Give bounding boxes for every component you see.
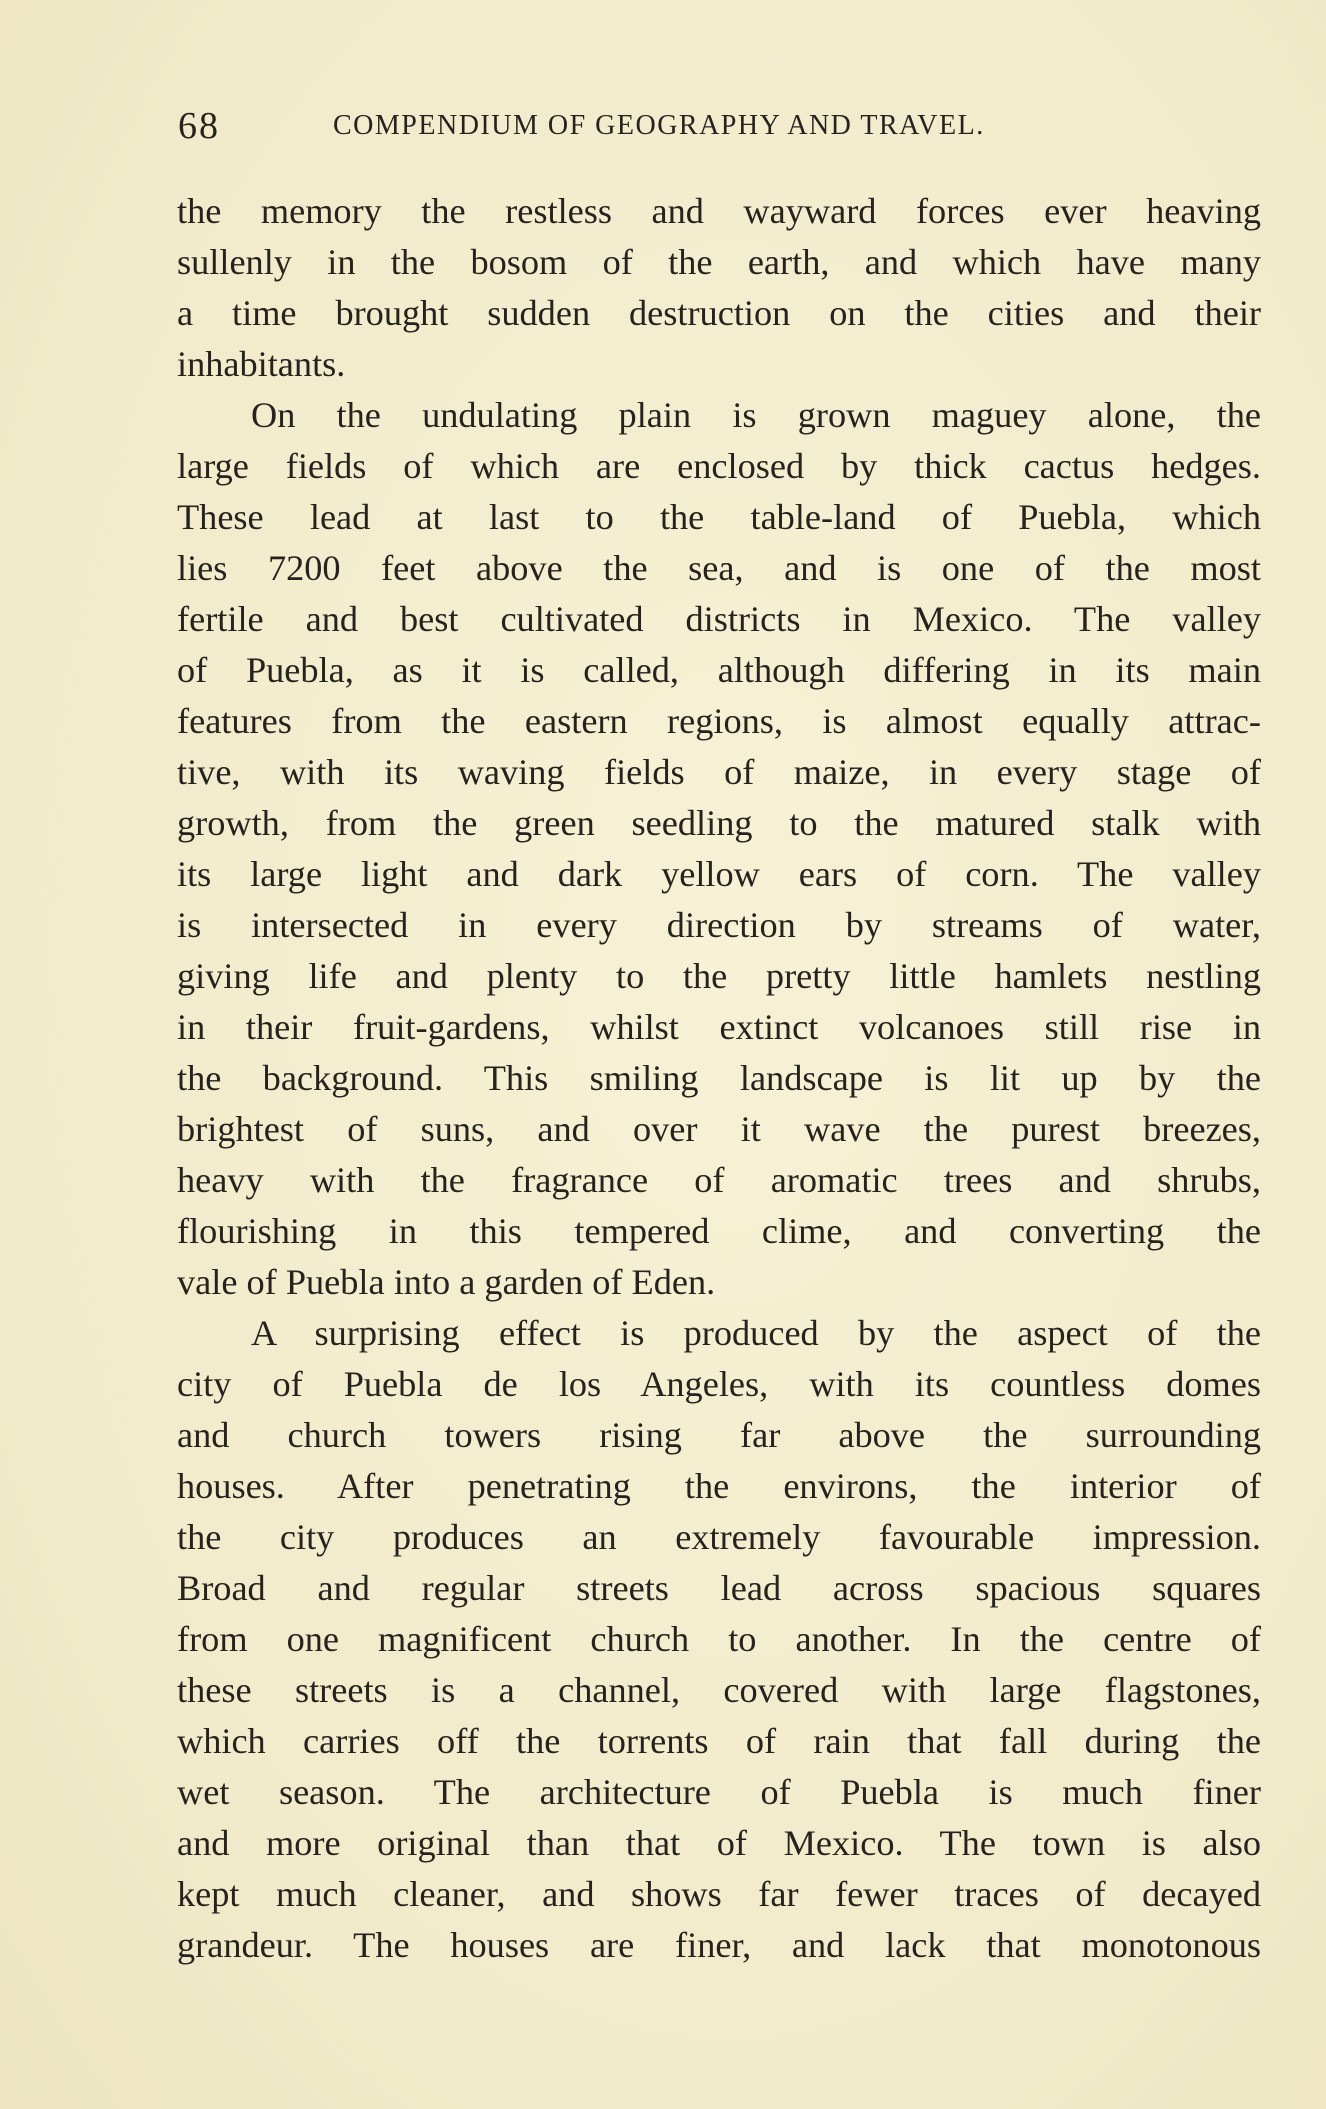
text-line: is intersected in every direction by streams of water, (177, 905, 1261, 945)
text-line: its large light and dark yellow ears of corn. The valley (177, 854, 1261, 894)
text-line: from one magnificent church to another. In the centre of (177, 1619, 1261, 1659)
text-line: brightest of suns, and over it wave the purest breezes, (177, 1109, 1261, 1149)
paragraph (177, 186, 1261, 390)
text-line: Broad and regular streets lead across spacious squares (177, 1568, 1261, 1608)
text-line: and church towers rising far above the surrounding (177, 1415, 1261, 1455)
text-line: heavy with the fragrance of aromatic trees and shrubs, (177, 1160, 1261, 1200)
text-line: giving life and plenty to the pretty little hamlets nestling (177, 956, 1261, 996)
text-line: growth, from the green seedling to the matured stalk with (177, 803, 1261, 843)
running-head: COMPENDIUM OF GEOGRAPHY AND TRAVEL. (333, 110, 985, 141)
paragraph (177, 390, 1261, 1308)
text-line: A surprising effect is produced by the aspect of the (251, 1313, 1261, 1353)
text-line: kept much cleaner, and shows far fewer traces of decayed (177, 1874, 1261, 1914)
text-line: the background. This smiling landscape is lit up by the (177, 1058, 1261, 1098)
body-text (177, 186, 1261, 1971)
text-line: lies 7200 feet above the sea, and is one of the most (177, 548, 1261, 588)
text-line: wet season. The architecture of Puebla is much finer (177, 1772, 1261, 1812)
text-line: grandeur. The houses are finer, and lack that monotonous (177, 1925, 1261, 1965)
text-line: These lead at last to the table-land of Puebla, which (177, 497, 1261, 537)
text-line: tive, with its waving fields of maize, in every stage of (177, 752, 1261, 792)
text-line: large fields of which are enclosed by thick cactus hedges. (177, 446, 1261, 486)
text-line: vale of Puebla into a garden of Eden. (177, 1262, 716, 1302)
text-line: flourishing in this tempered clime, and converting the (177, 1211, 1261, 1251)
text-line: the city produces an extremely favourable impression. (177, 1517, 1261, 1557)
text-line: houses. After penetrating the environs, the interior of (177, 1466, 1261, 1506)
text-line: inhabitants. (177, 344, 346, 384)
text-line: features from the eastern regions, is almost equally attrac- (177, 701, 1261, 741)
text-line: and more original than that of Mexico. The town is also (177, 1823, 1261, 1863)
text-line: a time brought sudden destruction on the cities and their (177, 293, 1261, 333)
text-line: which carries off the torrents of rain that fall during the (177, 1721, 1261, 1761)
text-line: of Puebla, as it is called, although differing in its main (177, 650, 1261, 690)
text-line: the memory the restless and wayward forces ever heaving (177, 191, 1261, 231)
text-line: city of Puebla de los Angeles, with its countless domes (177, 1364, 1261, 1404)
paragraph (177, 1308, 1261, 1971)
text-line: On the undulating plain is grown maguey alone, the (251, 395, 1261, 435)
text-line: in their fruit-gardens, whilst extinct volcanoes still rise in (177, 1007, 1261, 1047)
text-line: sullenly in the bosom of the earth, and which have many (177, 242, 1261, 282)
text-line: fertile and best cultivated districts in Mexico. The valley (177, 599, 1261, 639)
page-header (178, 104, 1078, 148)
page-number: 68 (178, 105, 220, 147)
text-line: these streets is a channel, covered with large flagstones, (177, 1670, 1261, 1710)
